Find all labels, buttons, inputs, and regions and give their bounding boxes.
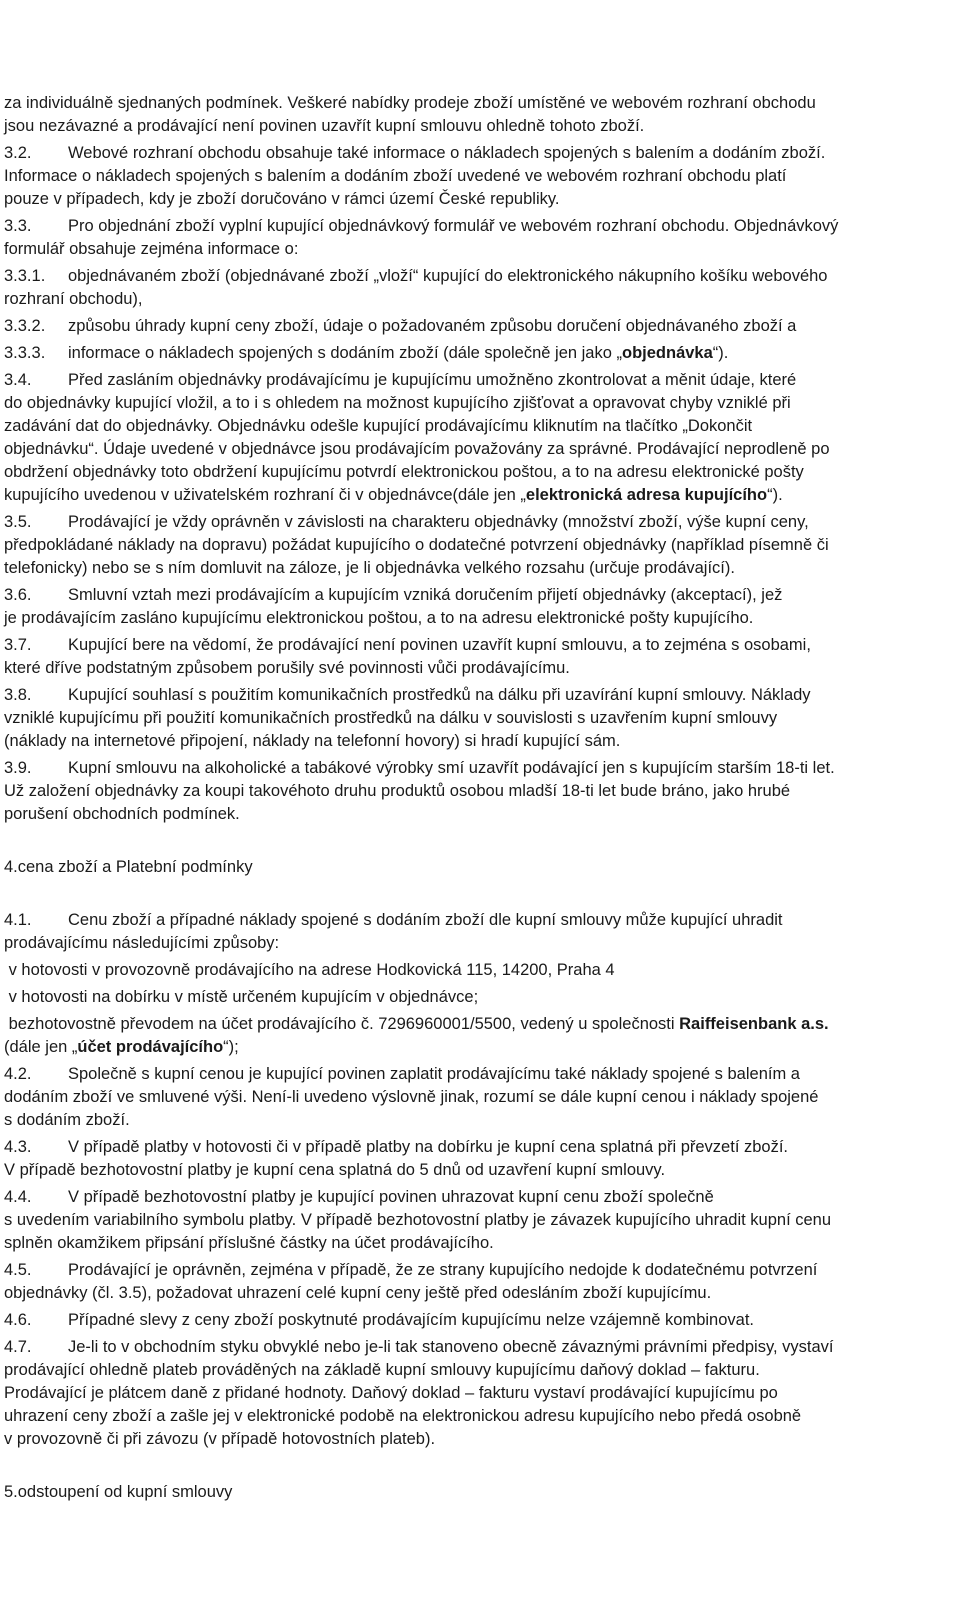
clause-4-5--line: objednávky (čl. 3.5), požadovat uhrazení celé kupní ceny ještě před odesláním zboží kupujícímu. — [4, 1284, 712, 1302]
clause-number: 4.4. — [4, 1188, 32, 1206]
clause-3-6--line: je prodávajícím zasláno kupujícímu elektronickou poštou, a to na adresu elektronické pošty kupujícího. — [4, 609, 754, 627]
clause-text: V případě bezhotovostní platby je kupující povinen uhrazovat kupní cenu zboží společně — [68, 1188, 714, 1206]
clause-3-8--first-line — [4, 684, 956, 707]
clause-number: 3.5. — [4, 513, 32, 531]
text-span: “); — [223, 1038, 239, 1056]
clause-4-5--first-line — [4, 1259, 956, 1282]
clause-text: Webové rozhraní obchodu obsahuje také informace o nákladech spojených s balením a dodáním zboží. — [68, 144, 826, 162]
text-span: “). — [712, 344, 729, 362]
clause-3-4--first-line — [4, 369, 956, 392]
clause-4-7--first-line — [4, 1336, 956, 1359]
clause-3-5--line: telefonicky) nebo se s ním domluvit na záloze, je li objednávka velkého rozsahu (určuje prodávající). — [4, 559, 735, 577]
clause-text: Smluvní vztah mezi prodávajícím a kupujícím vzniká doručením přijetí objednávky (akceptací), jež — [68, 586, 783, 604]
clause-text: Kupující bere na vědomí, že prodávající není povinen uzavřít kupní smlouvu, a to zejména s osobami, — [68, 636, 811, 654]
clause-3-3-3--first-line — [4, 342, 956, 365]
clause-text: Pro objednání zboží vyplní kupující objednávkový formulář ve webovém rozhraní obchodu. Objednávkový — [68, 217, 839, 235]
section-heading: 4.cena zboží a Platební podmínky — [4, 858, 253, 876]
clause-3-9--line: porušení obchodních podmínek. — [4, 805, 240, 823]
payment-option: v hotovosti na dobírku v místě určeném kupujícím v objednávce; — [4, 988, 479, 1006]
clause-3-3-1--line: rozhraní obchodu), — [4, 290, 143, 308]
clause-3-9--first-line — [4, 757, 956, 780]
clause-3-2--first-line — [4, 142, 956, 165]
clause-4-7--line: uhrazení ceny zboží a zašle jej v elektronické podobě na elektronickou adresu kupujícího nebo předá osobně — [4, 1407, 802, 1425]
clause-4-2--first-line — [4, 1063, 956, 1086]
clause-3-9--line: Už založení objednávky za koupi takovéhoto druhu produktů osobou mladší 18-ti let bude bráno, jako hrubé — [4, 782, 791, 800]
clause-3-8--line: (náklady na internetové připojení, náklady na telefonní hovory) si hradí kupující sám. — [4, 732, 621, 750]
clause-3-5--line: předpokládané náklady na dopravu) požádat kupujícího o dodatečné potvrzení objednávky (například písemně či — [4, 536, 829, 554]
clause-number: 4.2. — [4, 1065, 32, 1083]
clause-text: Prodávající je vždy oprávněn v závislosti na charakteru objednávky (množství zboží, výše kupní ceny, — [68, 513, 809, 531]
clause-text: V případě platby v hotovosti či v případě platby na dobírku je kupní cena splatná při převzetí zboží. — [68, 1138, 789, 1156]
clause-number: 3.3.2. — [4, 317, 46, 335]
clause-number: 3.7. — [4, 636, 32, 654]
clause-4-4--first-line — [4, 1186, 956, 1209]
clause-4-7--line: v provozovně či při závozu (v případě hotovostních plateb). — [4, 1430, 436, 1448]
clause-3-7--line: které dříve podstatným způsobem porušily své povinnosti vůči prodávajícímu. — [4, 659, 570, 677]
clause-3-4--line: do objednávky kupující vložil, a to i s ohledem na možnost kupujícího zjišťovat a opravovat chyby vzniklé při — [4, 394, 791, 412]
clause-number: 3.8. — [4, 686, 32, 704]
clause-3-8--line: vzniklé kupujícímu při použití komunikačních prostředků na dálku v souvislosti s uzavřením kupní smlouvy — [4, 709, 778, 727]
clause-intro-line: jsou nezávazné a prodávající není povinen uzavřít kupní smlouvu ohledně tohoto zboží. — [4, 117, 645, 135]
clause-3-3-1--first-line — [4, 265, 956, 288]
text-span: “). — [767, 486, 783, 504]
defined-term: elektronická adresa kupujícího — [525, 486, 768, 504]
clause-3-5--first-line — [4, 511, 956, 534]
clause-number: 3.3. — [4, 217, 32, 235]
section-heading: 5.odstoupení od kupní smlouvy — [4, 1483, 233, 1501]
clause-3-2--line: pouze v případech, kdy je zboží doručováno v rámci území České republiky. — [4, 190, 560, 208]
clause-4-2--line: s dodáním zboží. — [4, 1111, 130, 1129]
clause-3-3--line: formulář obsahuje zejména informace o: — [4, 240, 299, 258]
document-page — [4, 92, 956, 1504]
clause-text: Společně s kupní cenou je kupující povinen zaplatit prodávajícímu také náklady spojené s balením a — [68, 1065, 800, 1083]
defined-term: účet prodávajícího — [77, 1038, 224, 1056]
payment-option-bank — [4, 1013, 956, 1036]
clause-number: 4.6. — [4, 1311, 32, 1329]
clause-text: objednávaném zboží (objednávané zboží „vloží“ kupující do elektronického nákupního košíku webového — [68, 267, 828, 285]
clause-4-6--first-line — [4, 1309, 956, 1332]
defined-term: Raiffeisenbank a.s. — [679, 1015, 829, 1033]
clause-4-2--line: dodáním zboží ve smluvené výši. Není-li uvedeno výslovně jinak, rozumí se dále kupní cenou i náklady spojené — [4, 1088, 819, 1106]
clause-number: 4.7. — [4, 1338, 32, 1356]
clause-number: 3.6. — [4, 586, 32, 604]
clause-3-3--first-line — [4, 215, 956, 238]
clause-text: Kupující souhlasí s použitím komunikačních prostředků na dálku při uzavírání kupní smlouvy. Náklady — [68, 686, 811, 704]
clause-3-7--first-line — [4, 634, 956, 657]
spacer — [4, 1451, 956, 1481]
account-definition — [4, 1036, 956, 1059]
clause-4-1-line: prodávajícímu následujícími způsoby: — [4, 934, 280, 952]
clause-text: Prodávající je oprávněn, zejména v případě, že ze strany kupujícího nedojde k dodatečnému potvrzení — [68, 1261, 818, 1279]
clause-4-7--line: Prodávající je plátcem daně z přidané hodnoty. Daňový doklad – fakturu vystaví prodávající kupujícímu po — [4, 1384, 778, 1402]
defined-term: objednávka — [622, 344, 713, 362]
text-span: bezhotovostně převodem na účet prodávajícího č. 7296960001/5500, vedený u společnosti — [4, 1015, 680, 1033]
clause-4-3--first-line — [4, 1136, 956, 1159]
clause-3-6--first-line — [4, 584, 956, 607]
clause-text: Případné slevy z ceny zboží poskytnuté prodávajícím kupujícímu nelze vzájemně kombinovat. — [68, 1311, 755, 1329]
clause-3-3-2--first-line — [4, 315, 956, 338]
spacer — [4, 879, 956, 909]
clause-text: Je-li to v obchodním styku obvyklé nebo je-li tak stanoveno obecně závaznými právními předpisy, vystaví — [68, 1338, 834, 1356]
clause-3-4--line: zadávání dat do objednávky. Objednávku odešle kupující prodávajícímu kliknutím na tlačítko „Dokončit — [4, 417, 753, 435]
spacer — [4, 826, 956, 856]
clause-4-3--line: V případě bezhotovostní platby je kupní cena splatná do 5 dnů od uzavření kupní smlouvy. — [4, 1161, 666, 1179]
clause-number: 3.4. — [4, 371, 32, 389]
clause-number: 4.5. — [4, 1261, 32, 1279]
clause-4-7--line: prodávající ohledně plateb prováděných na základě kupní smlouvy kupujícímu daňový doklad – fakturu. — [4, 1361, 760, 1379]
clause-text: Kupní smlouvu na alkoholické a tabákové výrobky smí uzavřít podávající jen s kupujícím starším 18-ti let. — [68, 759, 835, 777]
clause-number: 4.3. — [4, 1138, 32, 1156]
clause-intro-line: za individuálně sjednaných podmínek. Veškeré nabídky prodeje zboží umístěné ve webovém rozhraní obchodu — [4, 94, 816, 112]
clause-4-4--line: s uvedením variabilního symbolu platby. V případě bezhotovostní platby je závazek kupujícího uhradit kupní cenu — [4, 1211, 832, 1229]
clause-number: 4.1. — [4, 911, 32, 929]
clause-number: 3.9. — [4, 759, 32, 777]
clause-number: 3.2. — [4, 144, 32, 162]
clause-text: Cenu zboží a případné náklady spojené s dodáním zboží dle kupní smlouvy může kupující uhradit — [68, 911, 783, 929]
clause-number: 3.3.1. — [4, 267, 46, 285]
clause-text: Před zasláním objednávky prodávajícímu je kupujícímu umožněno zkontrolovat a měnit údaje, které — [68, 371, 797, 389]
clause-text: způsobu úhrady kupní ceny zboží, údaje o požadovaném způsobu doručení objednávaného zboží a — [68, 317, 797, 335]
clause-4-4--line: splněn okamžikem připsání příslušné částky na účet prodávajícího. — [4, 1234, 494, 1252]
payment-option: v hotovosti v provozovně prodávajícího na adrese Hodkovická 115, 14200, Praha 4 — [4, 961, 615, 979]
text-span: (dále jen „ — [4, 1038, 78, 1056]
clause-4-1-first-line — [4, 909, 956, 932]
clause-3-4--line: obdržení objednávky toto obdržení kupujícímu potvrdí elektronickou poštou, a to na adresu elektronické pošty — [4, 463, 804, 481]
text-span: informace o nákladech spojených s dodáním zboží (dále společně jen jako „ — [68, 344, 622, 362]
text-span: kupujícího uvedenou v uživatelském rozhraní či v objednávce(dále jen „ — [4, 486, 526, 504]
clause-number: 3.3.3. — [4, 344, 46, 362]
clause-3-4--line — [4, 484, 956, 507]
clause-3-2--line: Informace o nákladech spojených s balením a dodáním zboží uvedené ve webovém rozhraní obchodu platí — [4, 167, 787, 185]
clause-3-4--line: objednávku“. Údaje uvedené v objednávce jsou prodávajícím považovány za správné. Prodávající neprodleně po — [4, 440, 830, 458]
